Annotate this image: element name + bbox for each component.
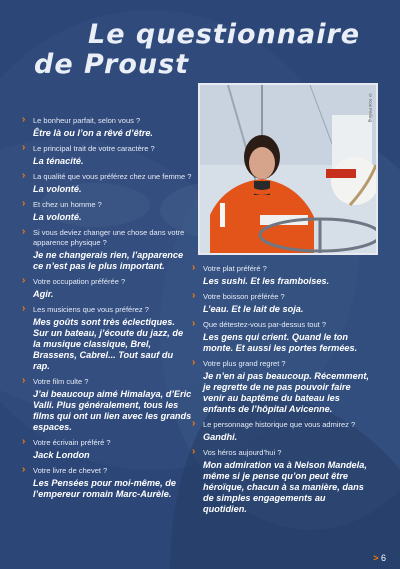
qa-item bbox=[190, 359, 370, 415]
qa-item bbox=[20, 277, 192, 300]
answer: La volonté. bbox=[33, 184, 82, 194]
qa-item bbox=[20, 200, 192, 223]
answer: Jack London bbox=[33, 450, 90, 460]
question: › Votre occupation préférée ? bbox=[20, 277, 192, 287]
answer: La volonté. bbox=[33, 212, 82, 222]
qa-item bbox=[20, 466, 192, 500]
answer: Les Pensées pour moi-même, de l’empereur romain Marc-Aurèle. bbox=[33, 478, 176, 499]
answer: Les sushi. Et les framboises. bbox=[203, 276, 330, 286]
page-title bbox=[34, 20, 360, 80]
qa-item bbox=[20, 305, 192, 372]
answer: L’eau. Et le lait de soja. bbox=[203, 304, 304, 314]
qa-item bbox=[190, 420, 370, 443]
page-number bbox=[373, 553, 386, 563]
sailor-photo-illustration bbox=[200, 85, 376, 253]
photo-credit: © Kos Ferling bbox=[368, 93, 373, 123]
question: › Le personnage historique que vous admirez ? bbox=[190, 420, 370, 430]
qa-item bbox=[20, 144, 192, 167]
qa-item bbox=[20, 228, 192, 272]
question: › Votre film culte ? bbox=[20, 377, 192, 387]
question: › Votre plus grand regret ? bbox=[190, 359, 370, 369]
question: › Votre boisson préférée ? bbox=[190, 292, 370, 302]
answer: Mes goûts sont très éclectiques. Sur un bateau, j’écoute du jazz, de la musique classique, Brel, Brassens, Cabrel... Tout sauf du rap. bbox=[33, 317, 184, 371]
title-line-1: Le questionnaire bbox=[88, 19, 361, 50]
answer: Agir. bbox=[33, 289, 54, 299]
question: › Et chez un homme ? bbox=[20, 200, 192, 210]
question: › Les musiciens que vous préférez ? bbox=[20, 305, 192, 315]
answer: Je n’en ai pas beaucoup. Récemment, je regrette de ne pas pouvoir faire venir au baptême du bateau les enfants de l’hôpital Avicenne. bbox=[203, 371, 369, 414]
answer: Être là ou l’on a rêvé d’être. bbox=[33, 128, 153, 138]
question: › Le bonheur parfait, selon vous ? bbox=[20, 116, 192, 126]
question: › La qualité que vous préférez chez une femme ? bbox=[20, 172, 192, 182]
qa-item bbox=[20, 116, 192, 139]
qa-item bbox=[190, 264, 370, 287]
question: › Votre livre de chevet ? bbox=[20, 466, 192, 476]
question: › Vos héros aujourd’hui ? bbox=[190, 448, 370, 458]
question: › Votre écrivain préféré ? bbox=[20, 438, 192, 448]
answer: J’ai beaucoup aimé Himalaya, d’Eric Valli. Plus généralement, tous les films qui ont un lien avec les grands espaces. bbox=[33, 389, 192, 432]
qa-item bbox=[20, 377, 192, 433]
page-number-value: 6 bbox=[380, 553, 386, 563]
answer: Les gens qui crient. Quand le ton monte. Et aussi les portes fermées. bbox=[203, 332, 358, 353]
sailor-photo bbox=[198, 83, 378, 255]
qa-item bbox=[20, 438, 192, 461]
answer: Mon admiration va à Nelson Mandela, même si je pense qu’on peut être héroïque, chacun à sa manière, dans de simples engagements au quotidien. bbox=[203, 460, 367, 514]
question: › Que détestez-vous par-dessus tout ? bbox=[190, 320, 370, 330]
title-line-2: de Proust bbox=[34, 49, 190, 80]
qa-item bbox=[20, 172, 192, 195]
answer: Je ne changerais rien, l’apparence ce n’est pas le plus important. bbox=[33, 250, 184, 271]
qa-item bbox=[190, 292, 370, 315]
question: › Si vous deviez changer une chose dans votre apparence physique ? bbox=[20, 228, 192, 248]
page-arrow-icon: > bbox=[373, 553, 379, 563]
left-column bbox=[20, 116, 192, 505]
question: › Le principal trait de votre caractère ? bbox=[20, 144, 192, 154]
answer: La ténacité. bbox=[33, 156, 84, 166]
right-column bbox=[190, 264, 370, 520]
qa-item bbox=[190, 320, 370, 354]
question: › Votre plat préféré ? bbox=[190, 264, 370, 274]
answer: Gandhi. bbox=[203, 432, 238, 442]
qa-item bbox=[190, 448, 370, 515]
